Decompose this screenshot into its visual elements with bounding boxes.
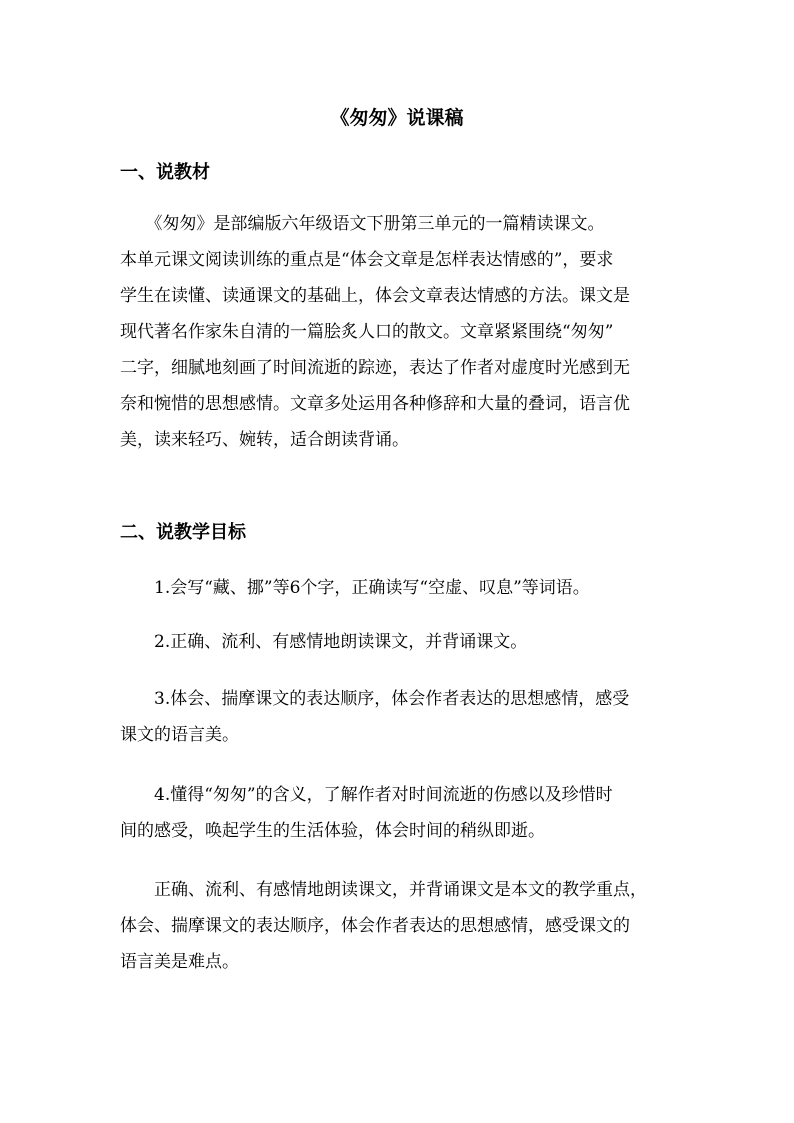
goal-line: 2.正确、流利、有感情地朗读课文，并背诵课文。 — [120, 632, 528, 652]
paragraph-line: 语言美是难点。 — [120, 952, 239, 972]
paragraph-line: 本单元课文阅读训练的重点是“体会文章是怎样表达情感的”，要求 — [120, 250, 614, 270]
goal-line: 4.懂得“匆匆”的含义，了解作者对时间流逝的伤感以及珍惜时 — [120, 785, 613, 805]
goal-item-3 — [120, 681, 680, 753]
goal-line: 课文的语言美。 — [120, 725, 239, 745]
document-title: 《匆匆》说课稿 — [330, 107, 464, 129]
paragraph-line: 《匆匆》是部编版六年级语文下册第三单元的一篇精读课文。 — [120, 214, 605, 234]
goal-line: 3.体会、揣摩课文的表达顺序，体会作者表达的思想感情，感受 — [120, 689, 630, 709]
paragraph-line: 奈和惋惜的思想感情。文章多处运用各种修辞和大量的叠词，语言优 — [120, 394, 630, 414]
paragraph-line: 二字，细腻地刻画了时间流逝的踪迹，表达了作者对虚度时光感到无 — [120, 358, 630, 378]
paragraph-line: 学生在读懂、读通课文的基础上，体会文章表达情感的方法。课文是 — [120, 286, 630, 306]
paragraph-line: 正确、流利、有感情地朗读课文，并背诵课文是本文的教学重点， — [120, 880, 647, 900]
goal-item-2 — [120, 624, 680, 660]
paragraph-line: 体会、揣摩课文的表达顺序，体会作者表达的思想感情，感受课文的 — [120, 916, 630, 936]
goal-item-1 — [120, 570, 680, 606]
section-heading-goals: 二、说教学目标 — [120, 522, 246, 543]
textbook-paragraph — [120, 206, 680, 458]
focus-difficulty-paragraph — [120, 872, 680, 980]
goal-line: 间的感受，唤起学生的生活体验，体会时间的稍纵即逝。 — [120, 821, 545, 841]
paragraph-line: 美，读来轻巧、婉转，适合朗读背诵。 — [120, 430, 409, 450]
section-heading-textbook: 一、说教材 — [120, 162, 210, 183]
paragraph-line: 现代著名作家朱自清的一篇脍炙人口的散文。文章紧紧围绕“匆匆” — [120, 322, 614, 342]
goal-line: 1.会写“藏、挪”等6个字，正确读写“空虚、叹息”等词语。 — [120, 578, 590, 598]
goal-item-4 — [120, 777, 680, 849]
